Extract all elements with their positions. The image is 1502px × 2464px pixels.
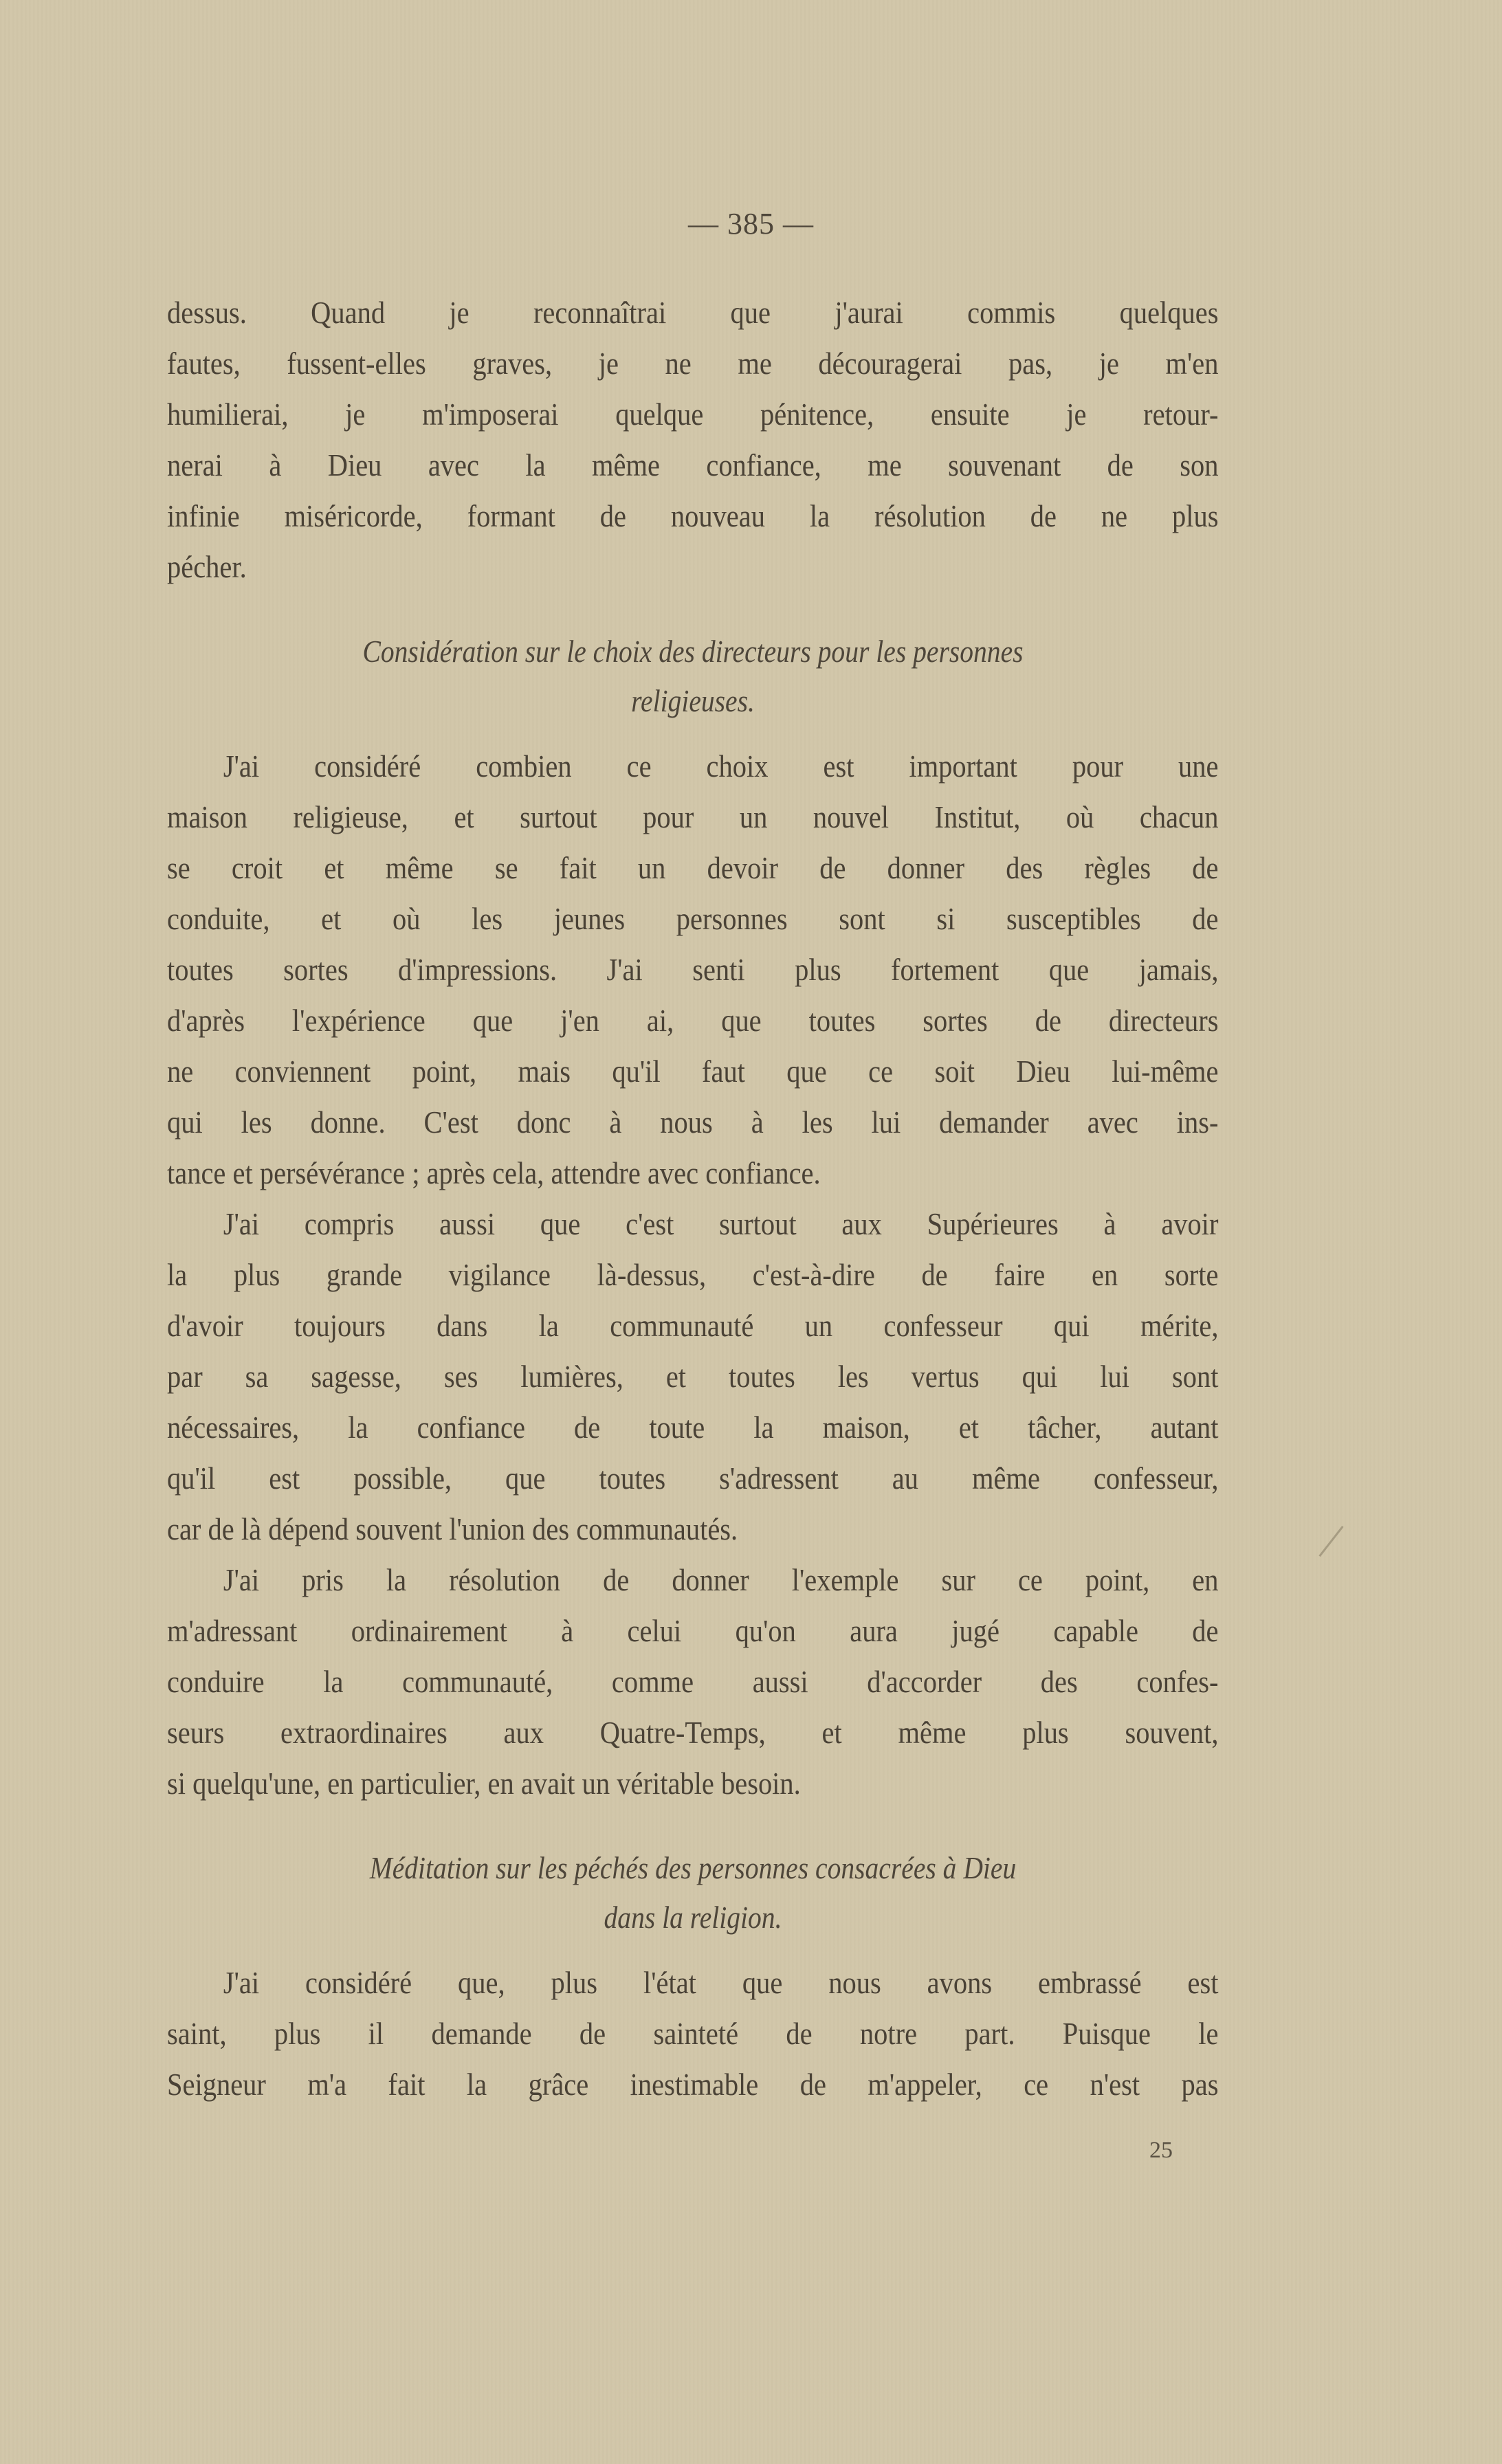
heading-line: dans la religion. [604, 1900, 782, 1935]
heading-line: religieuses. [631, 683, 755, 718]
text-line: tance et persévérance ; après cela, attendre avec confiance. [167, 1155, 821, 1190]
paragraph-continued [167, 287, 1219, 592]
paragraph [167, 741, 1219, 1199]
text-line: maison religieuse, et surtout pour un nouvel Institut, où chacun [167, 799, 1219, 834]
text-line: J'ai pris la résolution de donner l'exemple sur ce point, en [223, 1562, 1219, 1597]
text-line: infinie miséricorde, formant de nouveau la résolution de ne plus [167, 498, 1219, 533]
text-line: si quelqu'une, en particulier, en avait un véritable besoin. [167, 1766, 801, 1801]
paper-blemish [1318, 1526, 1343, 1557]
text-line: d'après l'expérience que j'en ai, que toutes sortes de directeurs [167, 1003, 1219, 1038]
text-line: seurs extraordinaires aux Quatre-Temps, et même plus souvent, [167, 1715, 1219, 1750]
text-line: se croit et même se fait un devoir de donner des règles de [167, 850, 1219, 885]
text-line: pécher. [167, 549, 247, 584]
section-heading-directeurs [167, 627, 1219, 726]
text-line: humilierai, je m'imposerai quelque pénitence, ensuite je retour- [167, 397, 1219, 432]
text-line: conduite, et où les jeunes personnes sont si susceptibles de [167, 901, 1219, 936]
page-number: — 385 — [688, 207, 814, 241]
spacer [167, 726, 1219, 741]
text-line: fautes, fussent-elles graves, je ne me découragerai pas, je m'en [167, 346, 1219, 381]
text-line: car de là dépend souvent l'union des communautés. [167, 1511, 738, 1546]
text-line: J'ai considéré que, plus l'état que nous avons embrassé est [223, 1965, 1219, 2000]
text-line: qui les donne. C'est donc à nous à les lui demander avec ins- [167, 1105, 1219, 1140]
spacer [167, 1809, 1219, 1843]
text-line: toutes sortes d'impressions. J'ai senti plus fortement que jamais, [167, 952, 1219, 987]
signature-mark: 25 [1149, 2138, 1173, 2163]
heading-line: Considération sur le choix des directeurs pour les personnes [362, 634, 1024, 669]
text-line: qu'il est possible, que toutes s'adressent au même confesseur, [167, 1461, 1219, 1496]
section-heading-peches [167, 1843, 1219, 1942]
text-line: conduire la communauté, comme aussi d'accorder des confes- [167, 1664, 1219, 1699]
paragraph [167, 1199, 1219, 1555]
paragraph [167, 1957, 1219, 2110]
text-line: J'ai considéré combien ce choix est important pour une [223, 748, 1219, 784]
text-line: m'adressant ordinairement à celui qu'on aura jugé capable de [167, 1613, 1219, 1648]
heading-line: Méditation sur les péchés des personnes consacrées à Dieu [369, 1850, 1017, 1885]
text-line: d'avoir toujours dans la communauté un confesseur qui mérite, [167, 1308, 1219, 1343]
text-line: nerai à Dieu avec la même confiance, me souvenant de son [167, 447, 1219, 482]
paragraph [167, 1555, 1219, 1809]
text-column [167, 287, 1219, 2110]
text-line: ne conviennent point, mais qu'il faut que ce soit Dieu lui-même [167, 1054, 1219, 1089]
text-line: dessus. Quand je reconnaîtrai que j'aurai commis quelques [167, 295, 1219, 330]
spacer [167, 592, 1219, 627]
text-line: Seigneur m'a fait la grâce inestimable de m'appeler, ce n'est pas [167, 2067, 1219, 2102]
text-line: saint, plus il demande de sainteté de notre part. Puisque le [167, 2016, 1219, 2051]
text-line: par sa sagesse, ses lumières, et toutes les vertus qui lui sont [167, 1359, 1219, 1394]
text-line: la plus grande vigilance là-dessus, c'est-à-dire de faire en sorte [167, 1257, 1219, 1292]
text-line: nécessaires, la confiance de toute la maison, et tâcher, autant [167, 1410, 1219, 1445]
spacer [167, 1942, 1219, 1957]
text-line: J'ai compris aussi que c'est surtout aux Supérieures à avoir [223, 1206, 1219, 1241]
